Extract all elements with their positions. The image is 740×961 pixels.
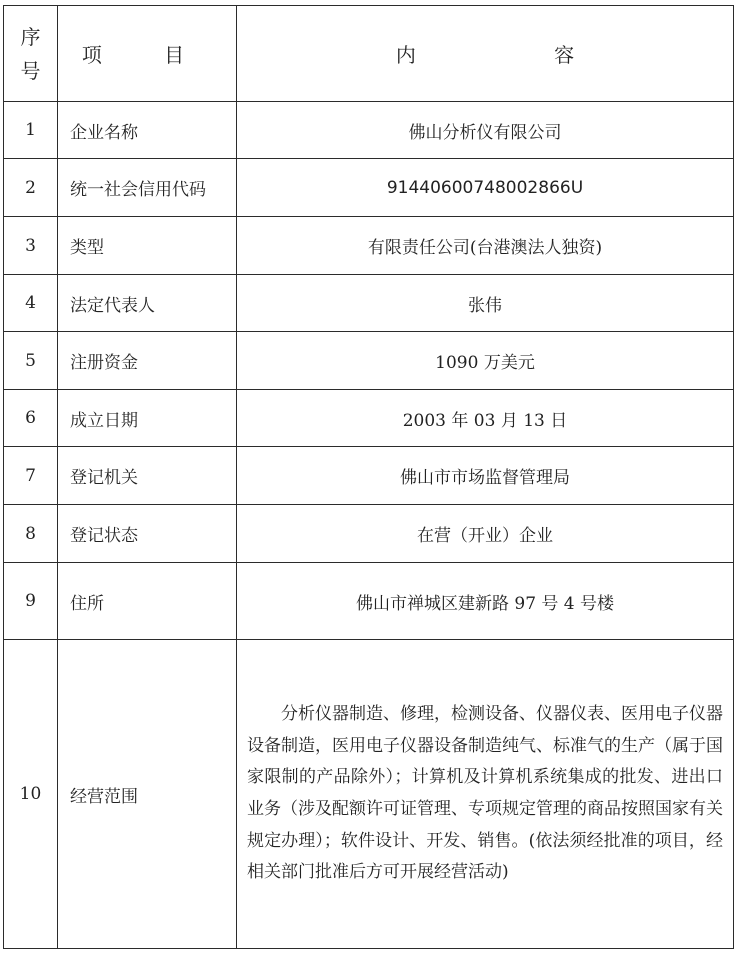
business-scope-content bbox=[237, 640, 734, 949]
row-item: 法定代表人 bbox=[58, 275, 237, 332]
row-content: 佛山市禅城区建新路 97 号 4 号楼 bbox=[237, 563, 734, 640]
row-content: 佛山分析仪有限公司 bbox=[237, 102, 734, 159]
row-item: 类型 bbox=[58, 217, 237, 275]
row-number: 2 bbox=[4, 159, 58, 217]
row-number: 8 bbox=[4, 505, 58, 563]
row-number: 3 bbox=[4, 217, 58, 275]
table-row bbox=[4, 640, 734, 949]
table-row bbox=[4, 217, 734, 275]
row-number: 1 bbox=[4, 102, 58, 159]
table-row bbox=[4, 390, 734, 447]
row-item: 注册资金 bbox=[58, 332, 237, 390]
row-content: 有限责任公司(台港澳法人独资) bbox=[237, 217, 734, 275]
table-row bbox=[4, 505, 734, 563]
header-serial-number: 序号 bbox=[4, 6, 58, 102]
row-number: 7 bbox=[4, 447, 58, 505]
row-item: 统一社会信用代码 bbox=[58, 159, 237, 217]
table-row bbox=[4, 332, 734, 390]
table-row bbox=[4, 447, 734, 505]
table-row bbox=[4, 563, 734, 640]
row-content: 在营（开业）企业 bbox=[237, 505, 734, 563]
row-content: 张伟 bbox=[237, 275, 734, 332]
company-info-table bbox=[3, 5, 734, 949]
row-item: 企业名称 bbox=[58, 102, 237, 159]
row-item: 登记状态 bbox=[58, 505, 237, 563]
row-number: 9 bbox=[4, 563, 58, 640]
table-row bbox=[4, 159, 734, 217]
row-number: 10 bbox=[4, 640, 58, 949]
row-number: 4 bbox=[4, 275, 58, 332]
row-number: 5 bbox=[4, 332, 58, 390]
row-item: 经营范围 bbox=[58, 640, 237, 949]
table-row bbox=[4, 102, 734, 159]
row-content: 2003 年 03 月 13 日 bbox=[237, 390, 734, 447]
row-item: 住所 bbox=[58, 563, 237, 640]
header-content: 内 容 bbox=[237, 6, 734, 102]
row-content: 91440600748002866U bbox=[237, 159, 734, 217]
row-item: 成立日期 bbox=[58, 390, 237, 447]
business-scope-text: 分析仪器制造、修理，检测设备、仪器仪表、医用电子仪器设备制造，医用电子仪器设备制造纯气、标准气的生产（属于国家限制的产品除外）；计算机及计算机系统集成的批发、进出口业务（涉及配额许可证管理、专项规定管理的商品按照国家有关规定办理）；软件设计、开发、销售。(依法须经批准的项目，经相关部门批准后方可开展经营活动) bbox=[247, 704, 723, 883]
header-item: 项 目 bbox=[58, 6, 237, 102]
table-header-row bbox=[4, 6, 734, 102]
row-number: 6 bbox=[4, 390, 58, 447]
row-content: 佛山市市场监督管理局 bbox=[237, 447, 734, 505]
table-row bbox=[4, 275, 734, 332]
row-item: 登记机关 bbox=[58, 447, 237, 505]
row-content: 1090 万美元 bbox=[237, 332, 734, 390]
